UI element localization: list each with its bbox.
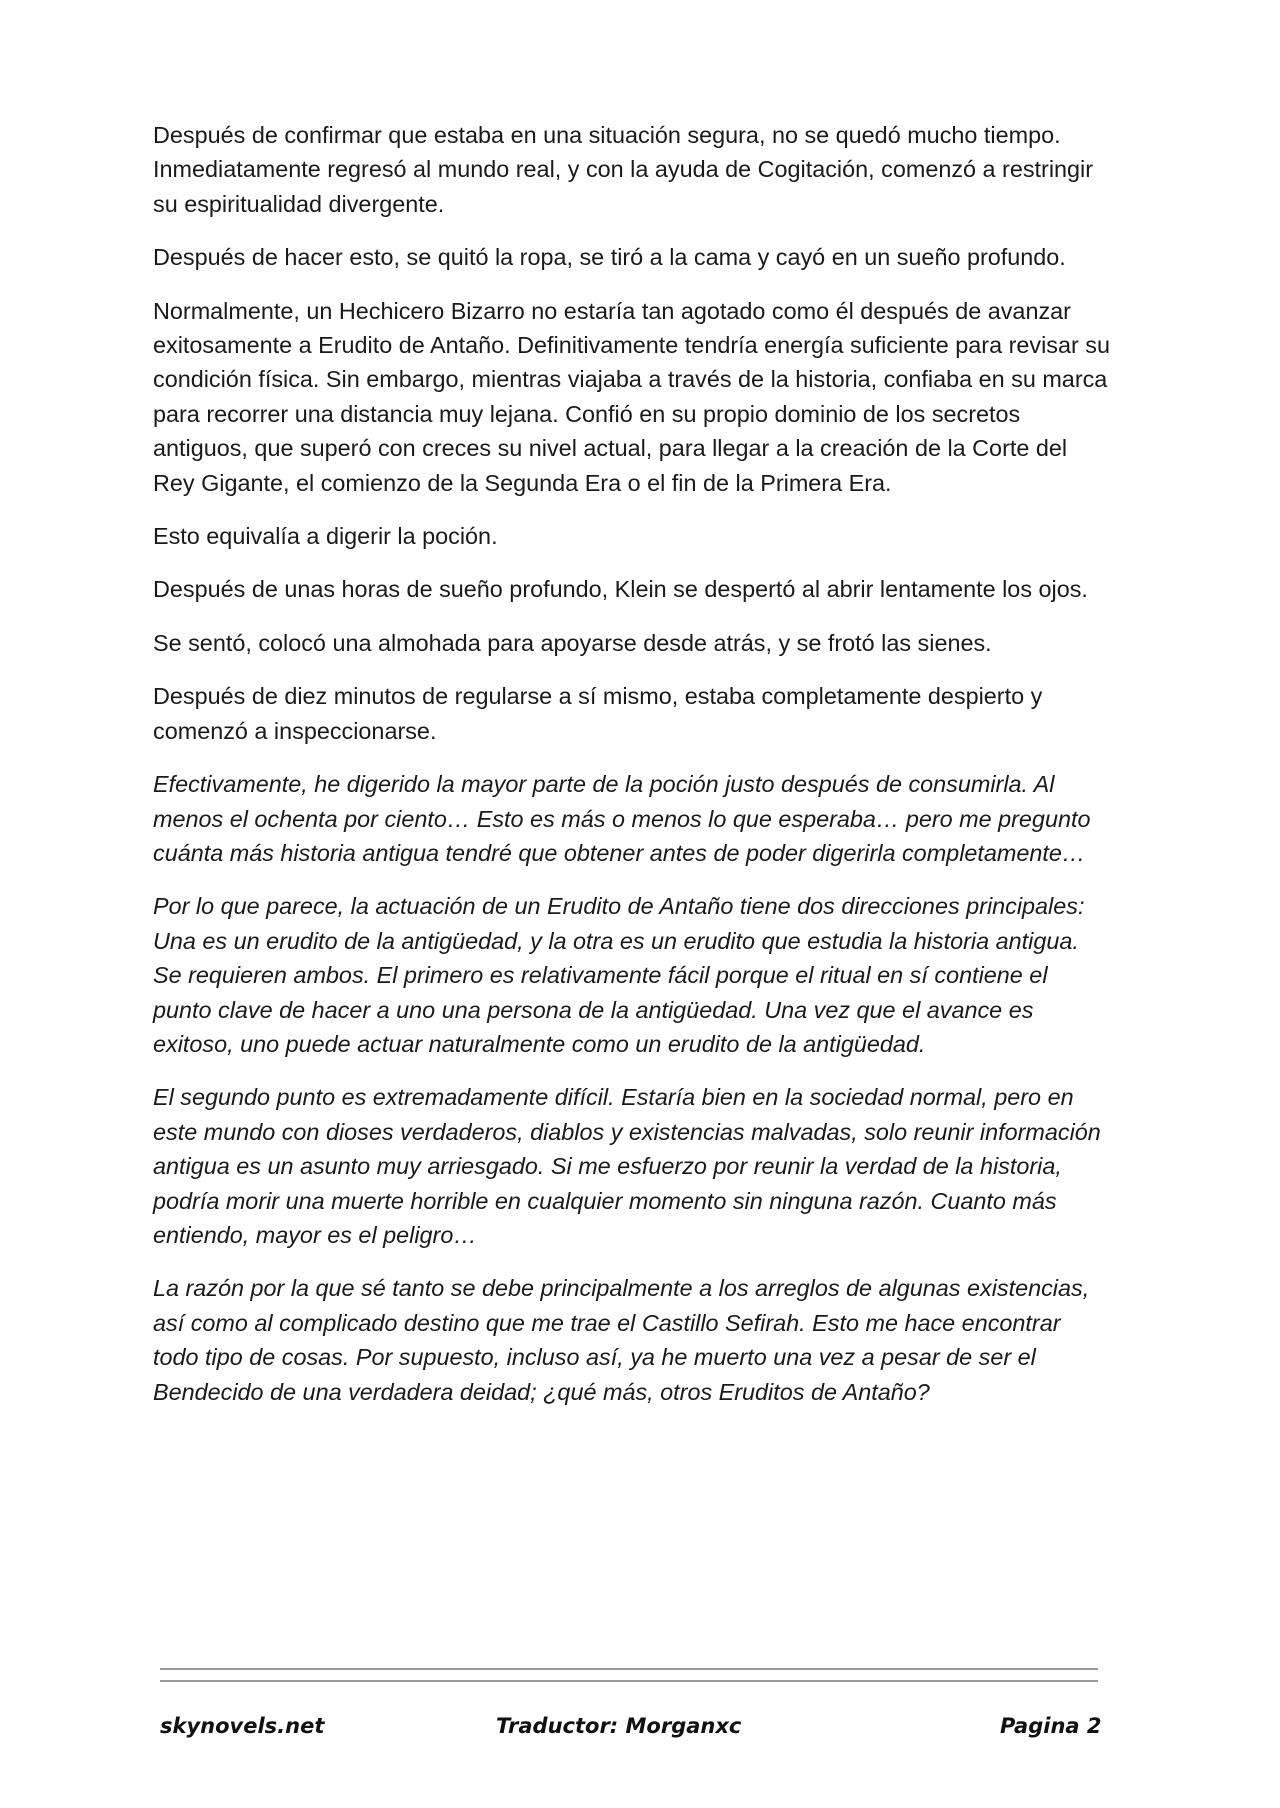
paragraph: Después de hacer esto, se quitó la ropa, se tiró a la cama y cayó en un sueño profundo. [153,244,1066,271]
paragraph: Después de confirmar que estaba en una situación segura, no se quedó mucho tiempo. Inmediatamente regresó al mundo real, y con la ayuda de Cogitación, comenzó a restringir su espiritualidad divergente. [153,122,1094,217]
italic-paragraph: La razón por la que sé tanto se debe principalmente a los arreglos de algunas existencias, así como al complicado destino que me trae el Castillo Sefirah. Esto me hace encontrar todo tipo de cosas. Por supuesto, incluso así, ya he muerto una vez a pesar de ser el Bendecido de una verdadera deidad; ¿qué más, otros Eruditos de Antaño? [153,1275,1090,1405]
footer-divider-top [160,1668,1098,1670]
footer-divider-bottom [160,1680,1098,1682]
italic-paragraph: Efectivamente, he digerido la mayor parte de la poción justo después de consumirla. Al menos el ochenta por ciento… Esto es más o menos lo que esperaba… pero me pregunto cuánta más historia antigua tendré que obtener antes de poder digerirla completamente… [153,771,1091,866]
paragraph: Esto equivalía a digerir la poción. [153,523,498,550]
italic-paragraph: El segundo punto es extremadamente difícil. Estaría bien en la sociedad normal, pero en este mundo con dioses verdaderos, diablos y existencias malvadas, solo reunir información antigua es un asunto muy arriesgado. Si me esfuerzo por reunir la verdad de la historia, podría morir una muerte horrible en cualquier momento sin ninguna razón. Cuanto más entiendo, mayor es el peligro… [153,1084,1101,1248]
italic-paragraph: Por lo que parece, la actuación de un Erudito de Antaño tiene dos direcciones principales: Una es un erudito de la antigüedad, y la otra es un erudito que estudia la historia antigua. Se requieren ambos. El primero es relativamente fácil porque el ritual en sí contiene el punto clave de hacer a uno una persona de la antigüedad. Una vez que el avance es exitoso, uno puede actuar naturalmente como un erudito de la antigüedad. [153,893,1085,1057]
paragraph: Se sentó, colocó una almohada para apoyarse desde atrás, y se frotó las sienes. [153,629,992,656]
footer-page-number: Pagina 2 [1000,1714,1102,1738]
footer-translator: Traductor: Morganxc [496,1714,742,1738]
paragraph: Normalmente, un Hechicero Bizarro no estaría tan agotado como él después de avanzar exitosamente a Erudito de Antaño. Definitivamente tendría energía suficiente para revisar su condición física. Sin embargo, mientras viajaba a través de la historia, confiaba en su marca para recorrer una distancia muy lejana. Confió en su propio dominio de los secretos antiguos, que superó con creces su nivel actual, para llegar a la creación de la Corte del Rey Gigante, el comienzo de la Segunda Era o el fin de la Primera Era. [153,297,1110,496]
paragraph: Después de diez minutos de regularse a sí mismo, estaba completamente despierto y comenzó a inspeccionarse. [153,683,1043,744]
paragraph: Después de unas horas de sueño profundo, Klein se despertó al abrir lentamente los ojos. [153,576,1088,603]
footer-site: skynovels.net [160,1714,325,1738]
body-text [153,118,1111,1428]
